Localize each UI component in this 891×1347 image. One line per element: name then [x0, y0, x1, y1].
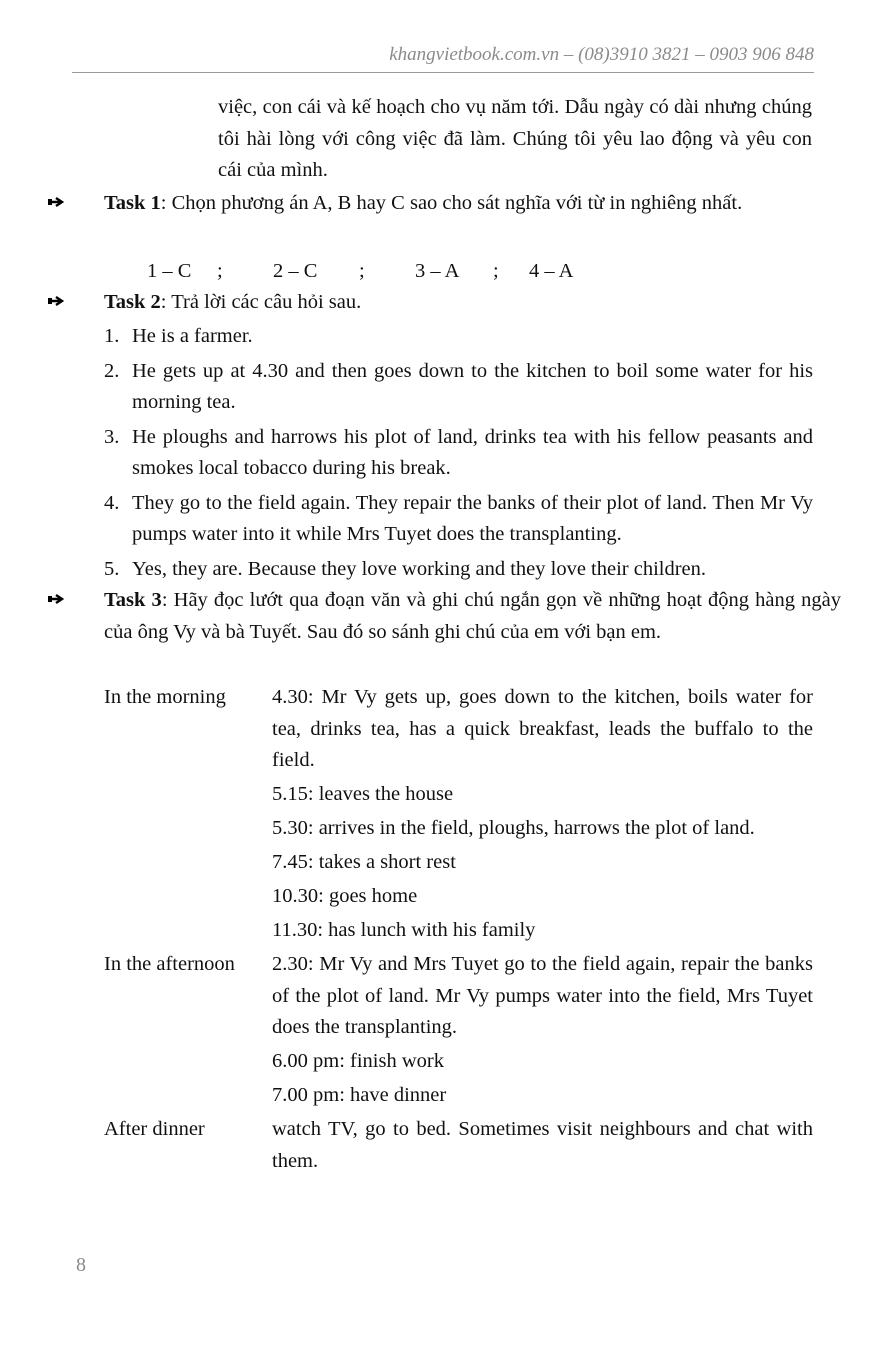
answer-separator: ;: [359, 260, 365, 282]
notes-row-afternoon: [104, 949, 813, 1114]
task3-label: Task 3: [104, 589, 162, 611]
task1-answers: [147, 256, 573, 287]
answer-item: 4 – A: [529, 260, 574, 282]
period-label: In the morning: [104, 686, 226, 708]
answer-item: 2 – C: [273, 260, 318, 282]
notes-row-after-dinner: [104, 1114, 813, 1180]
list-item: [104, 488, 813, 551]
answer-separator: ;: [493, 260, 499, 282]
item-number: 5.: [104, 557, 120, 580]
pointing-hand-icon: [76, 188, 104, 220]
note-entry: 10.30: goes home: [272, 885, 418, 907]
note-entry: 4.30: Mr Vy gets up, goes down to the kitchen, boils water for tea, drinks tea, has a quick breakfast, leads the buffalo to the field.: [272, 686, 813, 771]
item-number: 2.: [104, 359, 120, 382]
answer-item: 3 – A: [415, 260, 460, 282]
note-entry: watch TV, go to bed. Sometimes visit neighbours and chat with them.: [272, 1118, 813, 1172]
note-entry: 6.00 pm: finish work: [272, 1050, 444, 1072]
task3-block: [76, 585, 841, 648]
note-entry: 5.30: arrives in the field, ploughs, harrows the plot of land.: [272, 817, 755, 839]
item-text: He is a farmer.: [132, 325, 253, 347]
list-item: [104, 554, 813, 586]
answer-item: 1 – C: [147, 260, 192, 282]
note-entry: 7.00 pm: have dinner: [272, 1084, 447, 1106]
note-entry: 11.30: has lunch with his family: [272, 919, 536, 941]
task2-text: : Trả lời các câu hỏi sau.: [160, 291, 362, 313]
task2-answer-list: [104, 321, 813, 588]
item-number: 1.: [104, 325, 120, 347]
task3-text: : Hãy đọc lướt qua đoạn văn và ghi chú ngắn gọn về những hoạt động hàng ngày của ông Vy và bà Tuyết. Sau đó so sánh ghi chú của em với bạn em.: [104, 589, 842, 643]
notes-row-morning: [104, 682, 813, 949]
task1-block: [76, 188, 841, 220]
task1-text: : Chọn phương án A, B hay C sao cho sát nghĩa với từ in nghiêng nhất.: [160, 192, 743, 214]
item-text: They go to the field again. They repair the banks of their plot of land. Then Mr Vy pumps water into it while Mrs Tuyet does the transplanting.: [132, 491, 813, 545]
pointing-hand-icon: [76, 585, 104, 617]
item-number: 4.: [104, 491, 120, 514]
answer-separator: ;: [217, 260, 223, 282]
note-entry: 5.15: leaves the house: [272, 783, 454, 805]
pointing-hand-icon: [76, 287, 104, 319]
note-entry: 7.45: takes a short rest: [272, 851, 456, 873]
period-label: After dinner: [104, 1118, 205, 1140]
page-header: khangvietbook.com.vn – (08)3910 3821 – 0903 906 848: [389, 44, 814, 65]
item-text: He gets up at 4.30 and then goes down to the kitchen to boil some water for his morning tea.: [132, 359, 813, 413]
task3-notes: [104, 682, 813, 1180]
item-number: 3.: [104, 425, 120, 448]
list-item: [104, 321, 813, 353]
continuation-paragraph: việc, con cái và kế hoạch cho vụ năm tới. Dẫu ngày có dài nhưng chúng tôi hài lòng với công việc đã làm. Chúng tôi yêu lao động và yêu con cái của mình.: [218, 96, 812, 181]
period-label: In the afternoon: [104, 953, 235, 975]
page-number: 8: [76, 1254, 86, 1276]
note-entry: 2.30: Mr Vy and Mrs Tuyet go to the field again, repair the banks of the plot of land. Mr Vy pumps water into the field, Mrs Tuyet does the transplanting.: [272, 953, 813, 1038]
task1-label: Task 1: [104, 192, 161, 214]
item-text: He ploughs and harrows his plot of land, drinks tea with his fellow peasants and smokes local tobacco during his break.: [132, 425, 813, 479]
header-rule: [72, 72, 814, 73]
task2-block: [76, 287, 841, 319]
task2-label: Task 2: [104, 291, 161, 313]
list-item: [104, 356, 813, 419]
list-item: [104, 422, 813, 485]
item-text: Yes, they are. Because they love working and they love their children.: [132, 557, 707, 580]
